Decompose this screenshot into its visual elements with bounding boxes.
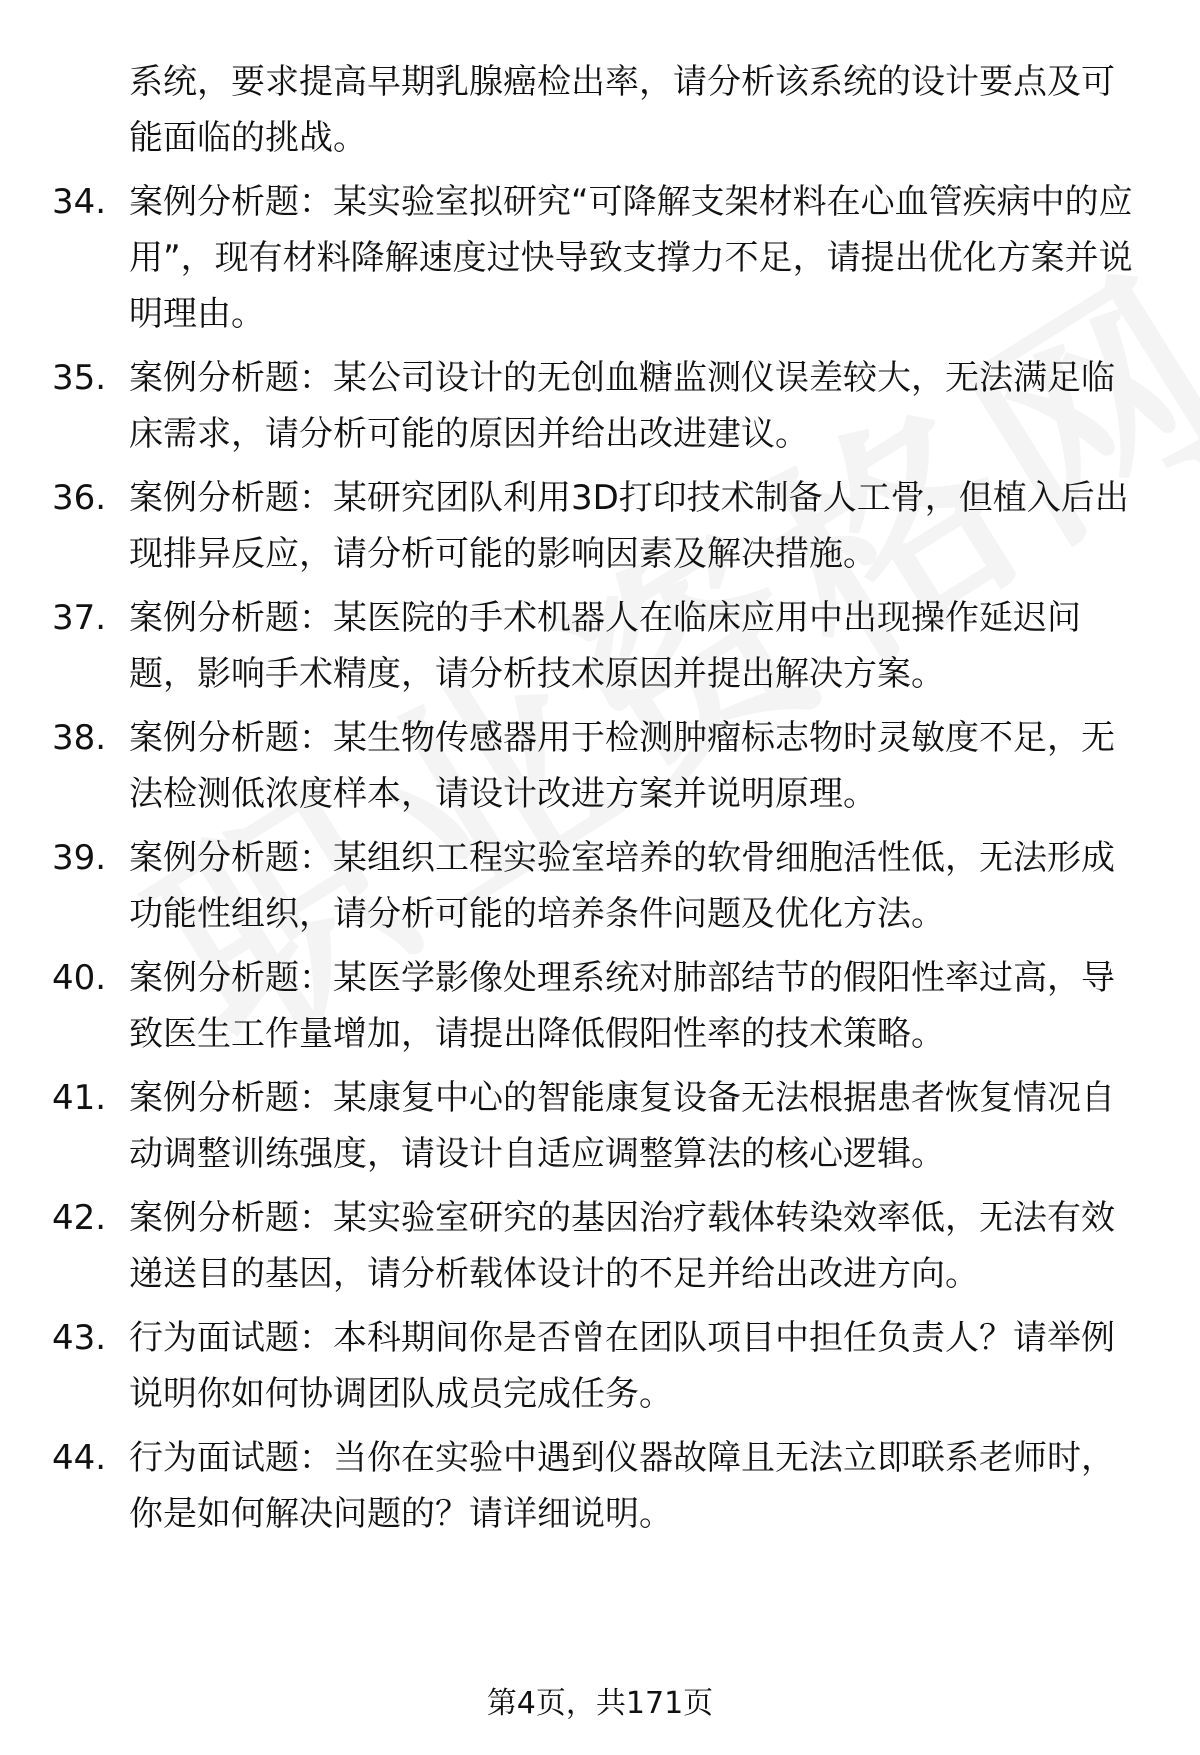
question-number: 36. xyxy=(52,478,107,518)
question-number: 34. xyxy=(52,182,107,222)
question-text: 案例分析题：某实验室研究的基因治疗载体转染效率低，无法有效递送目的基因，请分析载体设计的不足并给出改进方向。 xyxy=(129,1198,1115,1294)
question-number: 35. xyxy=(52,358,107,398)
question-number: 38. xyxy=(52,718,107,758)
question-text: 案例分析题：某医学影像处理系统对肺部结节的假阳性率过高，导致医生工作量增加，请提出降低假阳性率的技术策略。 xyxy=(129,958,1115,1054)
continuation-text: 系统，要求提高早期乳腺癌检出率，请分析该系统的设计要点及可能面临的挑战。 xyxy=(129,62,1115,158)
question-text: 案例分析题：某公司设计的无创血糖监测仪误差较大，无法满足临床需求，请分析可能的原因并给出改进建议。 xyxy=(129,358,1115,454)
question-text: 案例分析题：某实验室拟研究“可降解支架材料在心血管疾病中的应用”，现有材料降解速度过快导致支撑力不足，请提出优化方案并说明理由。 xyxy=(129,182,1133,334)
question-text: 案例分析题：某研究团队利用3D打印技术制备人工骨，但植入后出现排异反应，请分析可能的影响因素及解决措施。 xyxy=(129,478,1129,574)
question-number: 42. xyxy=(52,1198,107,1238)
question-number: 37. xyxy=(52,598,107,638)
question-text: 行为面试题：本科期间你是否曾在团队项目中担任负责人？请举例说明你如何协调团队成员完成任务。 xyxy=(129,1318,1115,1414)
question-text: 案例分析题：某医院的手术机器人在临床应用中出现操作延迟问题，影响手术精度，请分析技术原因并提出解决方案。 xyxy=(129,598,1081,694)
question-number: 41. xyxy=(52,1078,107,1118)
question-text: 案例分析题：某组织工程实验室培养的软骨细胞活性低，无法形成功能性组织，请分析可能的培养条件问题及优化方法。 xyxy=(129,838,1115,934)
question-text: 案例分析题：某生物传感器用于检测肿瘤标志物时灵敏度不足，无法检测低浓度样本，请设计改进方案并说明原理。 xyxy=(129,718,1115,814)
question-number: 44. xyxy=(52,1438,107,1478)
question-number: 43. xyxy=(52,1318,107,1358)
question-number: 40. xyxy=(52,958,107,998)
page-footer: 第4页，共171页 xyxy=(486,1686,714,1721)
question-number: 39. xyxy=(52,838,107,878)
question-text: 案例分析题：某康复中心的智能康复设备无法根据患者恢复情况自动调整训练强度，请设计自适应调整算法的核心逻辑。 xyxy=(129,1078,1115,1174)
question-text: 行为面试题：当你在实验中遇到仪器故障且无法立即联系老师时，你是如何解决问题的？请详细说明。 xyxy=(129,1438,1115,1534)
